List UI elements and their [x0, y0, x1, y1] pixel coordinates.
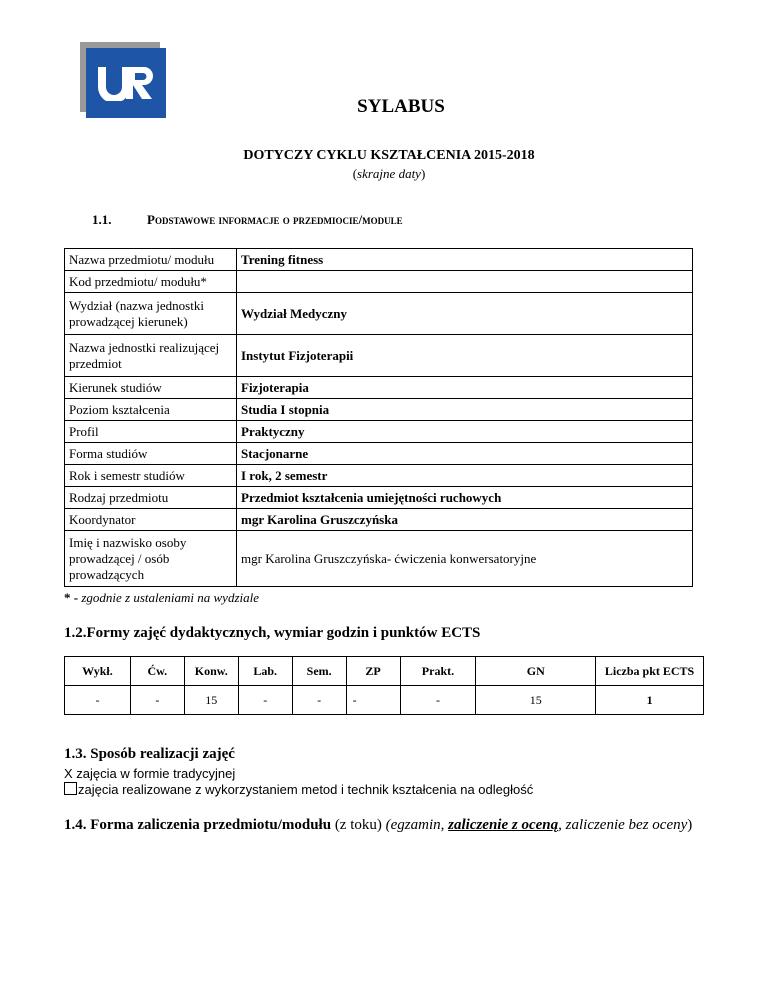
info-label: Rodzaj przedmiotu [65, 487, 237, 509]
info-value: Stacjonarne [237, 443, 693, 465]
realization-option-remote [64, 782, 533, 797]
section-1-1-title: Podstawowe informacje o przedmiocie/module [147, 212, 403, 227]
info-value: mgr Karolina Gruszczyńska- ćwiczenia konwersatoryjne [237, 531, 693, 587]
info-label: Wydział (nazwa jednostki prowadzącej kierunek) [65, 293, 237, 335]
value-cell: 15 [184, 686, 238, 715]
section-1-4-title: 1.4. Forma zaliczenia przedmiotu/modułu [64, 817, 332, 833]
section-1-4-open: (egzamin, [385, 817, 449, 833]
course-info-table [64, 248, 693, 587]
info-value: Przedmiot kształcenia umiejętności ruchowych [237, 487, 693, 509]
footnote-mark: * - [64, 590, 82, 605]
value-cell: - [346, 686, 400, 715]
section-1-4-close: ) [687, 817, 693, 833]
info-label: Poziom kształcenia [65, 399, 237, 421]
cycle-sub-text: skrajne daty [357, 166, 421, 181]
checkbox-icon [64, 782, 77, 795]
header-cell: GN [476, 657, 596, 686]
info-label: Kod przedmiotu/ modułu* [65, 271, 237, 293]
section-1-3-heading: 1.3. Sposób realizacji zajęć [64, 746, 235, 762]
table-row [65, 509, 693, 531]
value-cell: - [292, 686, 346, 715]
cycle-heading: DOTYCZY CYKLU KSZTAŁCENIA 2015-2018 [243, 148, 535, 163]
info-label: Forma studiów [65, 443, 237, 465]
header-cell: Liczba pkt ECTS [596, 657, 704, 686]
header-cell: ZP [346, 657, 400, 686]
table-header-row [65, 657, 704, 686]
table-row [65, 249, 693, 271]
option-label: zajęcia realizowane z wykorzystaniem metod i technik kształcenia na odległość [78, 782, 534, 797]
header-cell: Prakt. [400, 657, 476, 686]
cycle-sub-open: ( [352, 166, 358, 181]
info-value: Studia I stopnia [237, 399, 693, 421]
table-row [65, 487, 693, 509]
header-cell: Lab. [238, 657, 292, 686]
header-cell: Wykł. [65, 657, 131, 686]
table-row [65, 271, 693, 293]
header-cell: Konw. [184, 657, 238, 686]
info-label: Rok i semestr studiów [65, 465, 237, 487]
section-1-4-rest: , zaliczenie bez oceny [558, 817, 688, 833]
cycle-subheading [0, 166, 768, 182]
class-forms-table [64, 656, 704, 715]
footnote [64, 590, 259, 606]
info-value: mgr Karolina Gruszczyńska [237, 509, 693, 531]
table-row [65, 421, 693, 443]
section-1-1-heading [92, 212, 403, 228]
info-label: Kierunek studiów [65, 377, 237, 399]
footnote-text: zgodnie z ustaleniami na wydziale [81, 590, 260, 605]
value-cell: - [130, 686, 184, 715]
value-cell: 15 [476, 686, 596, 715]
option-mark: X [64, 766, 73, 781]
info-value: Instytut Fizjoterapii [237, 335, 693, 377]
selected-assessment-form: zaliczenie z oceną [448, 817, 559, 833]
info-value [237, 271, 693, 293]
table-row [65, 465, 693, 487]
table-row [65, 293, 693, 335]
value-cell: 1 [596, 686, 704, 715]
section-1-4-heading [64, 816, 704, 835]
section-1-4-mid: (z toku) [331, 817, 386, 833]
cycle-sub-close: ) [420, 166, 426, 181]
info-value: I rok, 2 semestr [237, 465, 693, 487]
table-row [65, 335, 693, 377]
info-label: Nazwa jednostki realizującej przedmiot [65, 335, 237, 377]
info-label: Profil [65, 421, 237, 443]
value-cell: - [238, 686, 292, 715]
info-label: Nazwa przedmiotu/ modułu [65, 249, 237, 271]
header-cell: Ćw. [130, 657, 184, 686]
section-1-2-heading: 1.2.Formy zajęć dydaktycznych, wymiar godzin i punktów ECTS [64, 625, 481, 641]
info-label: Koordynator [65, 509, 237, 531]
section-1-1-number: 1.1. [92, 212, 112, 227]
value-cell: - [65, 686, 131, 715]
info-value: Trening fitness [237, 249, 693, 271]
document-title: SYLABUS [357, 96, 445, 117]
value-cell: - [400, 686, 476, 715]
table-row [65, 686, 704, 715]
info-label: Imię i nazwisko osoby prowadzącej / osób prowadzących [65, 531, 237, 587]
table-row [65, 399, 693, 421]
info-value: Wydział Medyczny [237, 293, 693, 335]
info-value: Fizjoterapia [237, 377, 693, 399]
option-label: zajęcia w formie tradycyjnej [76, 766, 236, 781]
realization-option-traditional [64, 766, 235, 781]
header-cell: Sem. [292, 657, 346, 686]
table-row [65, 531, 693, 587]
info-value: Praktyczny [237, 421, 693, 443]
table-row [65, 443, 693, 465]
table-row [65, 377, 693, 399]
